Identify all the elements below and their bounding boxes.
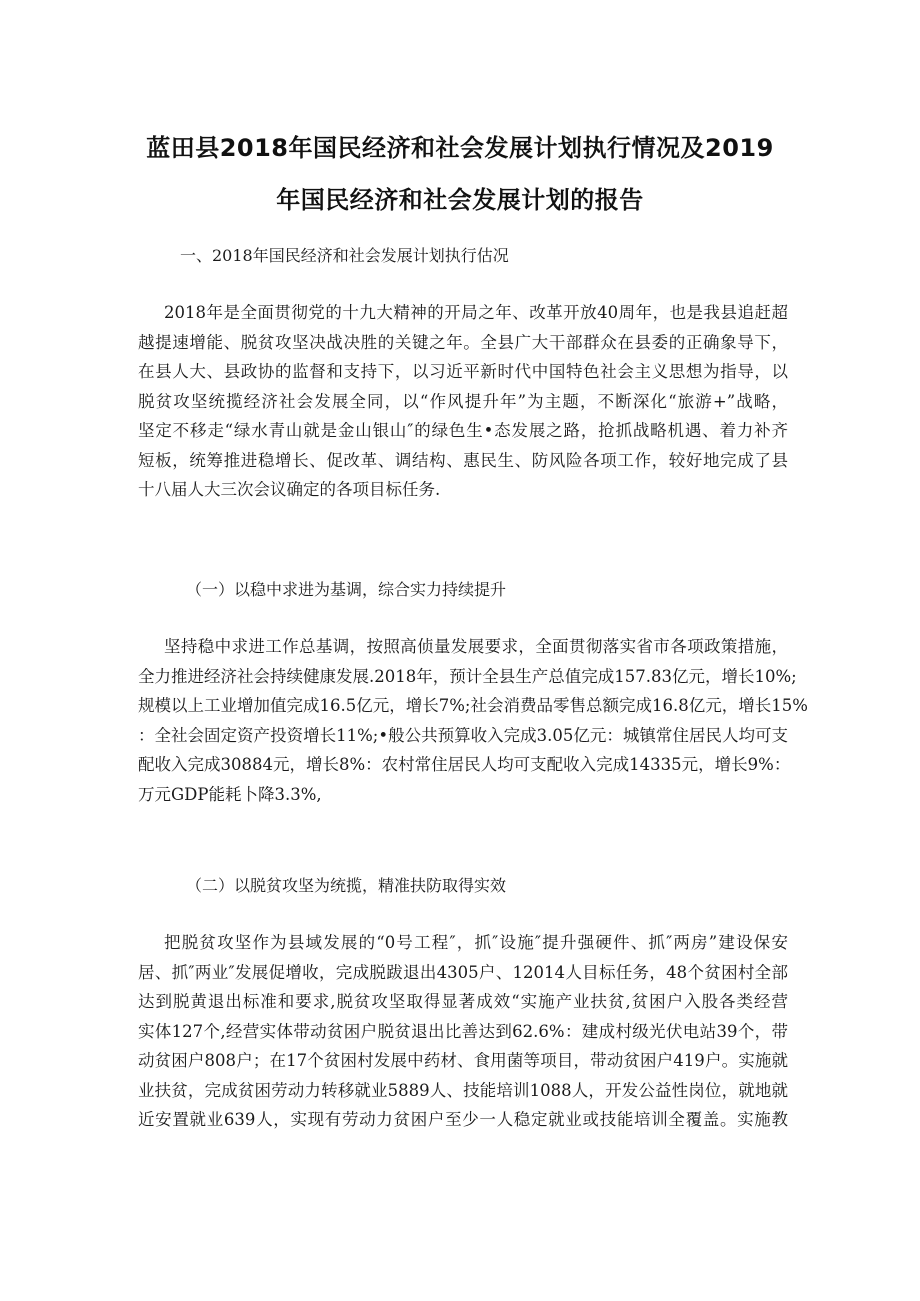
paragraph-line: 把脱贫攻坚作为县域发展的“0号工程″，抓″设施″提升强硬件、抓″两房”建设保安 xyxy=(164,933,788,952)
paragraph-line: 脱贫攻坚统揽经济社会发展全同，以“作风提升年”为主题，不断深化“旅游+”战略， xyxy=(138,391,788,411)
paragraph-line: 2018年是全面贯彻党的十九大精神的开局之年、改革开放40周年，也是我县追赶超 xyxy=(164,303,788,322)
paragraph-1 xyxy=(138,298,788,505)
paragraph-line: 近安置就业639人，实现有劳动力贫困户至少一人稳定就业或技能培训全覆盖。实施教 xyxy=(138,1110,788,1129)
paragraph-line: 达到脱黄退出标准和要求,脱贫攻坚取得显著成效“实施产业扶贫,贫困户入股各类经营 xyxy=(138,992,788,1011)
document-title-line-1: 蓝田县2018年国民经济和社会发展计划执行情况及2019 xyxy=(146,134,774,162)
paragraph-line: 实体127个,经营实体带动贫困户脱贫退出比善达到62.6%：建成村级光伏电站39个，带 xyxy=(138,1021,788,1041)
paragraph-2 xyxy=(138,632,808,809)
subheading-1: （一）以稳中求进为基调，综合实力持续提升 xyxy=(186,580,507,599)
section-heading: 一、2018年国民经济和社会发展计划执行估况 xyxy=(180,246,509,265)
paragraph-line: 坚定不移走“绿水青山就是金山银山″的绿色生•态发展之路，抢抓战略机遇、着力补齐 xyxy=(138,421,788,440)
paragraph-line: 十八届人大三次会议确定的各项目标任务. xyxy=(138,480,441,499)
document-title-line-2: 年国民经济和社会发展计划的报告 xyxy=(276,186,644,214)
paragraph-line: 业扶贫，完成贫困劳动力转移就业5889人、技能培训1088人，开发公益性岗位，就地就 xyxy=(138,1080,788,1100)
paragraph-line: 短板，统筹推进稳增长、促改革、调结构、惠民生、防风险各项工作，较好地完成了县 xyxy=(138,450,788,470)
paragraph-line: 坚持稳中求进工作总基调，按照高侦量发展要求，全面贯彻落实省市各项政策措施， xyxy=(164,637,788,656)
paragraph-line: 越提速增能、脱贫攻坚决战决胜的关键之年。全县广大干部群众在县委的正确象导下， xyxy=(138,332,788,352)
paragraph-line: 配收入完成30884元，增长8%：农村常住居民人均可支配收入完成14335元，增长9%： xyxy=(138,755,791,774)
paragraph-line: 动贫困户808户；在17个贫困村发展中药材、食用菌等项目，带动贫困户419户。实施就 xyxy=(138,1051,788,1070)
paragraph-line: 规模以上工业增加值完成16.5亿元，增长7%;社会消费品零售总额完成16.8亿元，增长15% xyxy=(138,696,808,715)
subheading-2: （二）以脱贫攻坚为统揽，精准扶防取得实效 xyxy=(186,876,507,895)
paragraph-line: 全力推进经济社会持续健康发展.2018年，预计全县生产总值完成157.83亿元，增长10%; xyxy=(138,666,797,686)
paragraph-line: 居、抓″两业″发展促增收，完成脱跋退出4305户、12014人目标任务，48个贫困村全部 xyxy=(138,962,788,982)
paragraph-line: ：全社会固定资产投资增长11%;•般公共预算收入完成3.05亿元：城镇常住居民人均可支 xyxy=(138,725,788,745)
paragraph-3 xyxy=(138,928,788,1135)
paragraph-line: 万元GDP能耗卜降3.3%, xyxy=(138,784,322,804)
paragraph-line: 在县人大、县政协的监督和支持下，以习近平新时代中国特色社会主义思想为指导，以 xyxy=(138,362,788,381)
